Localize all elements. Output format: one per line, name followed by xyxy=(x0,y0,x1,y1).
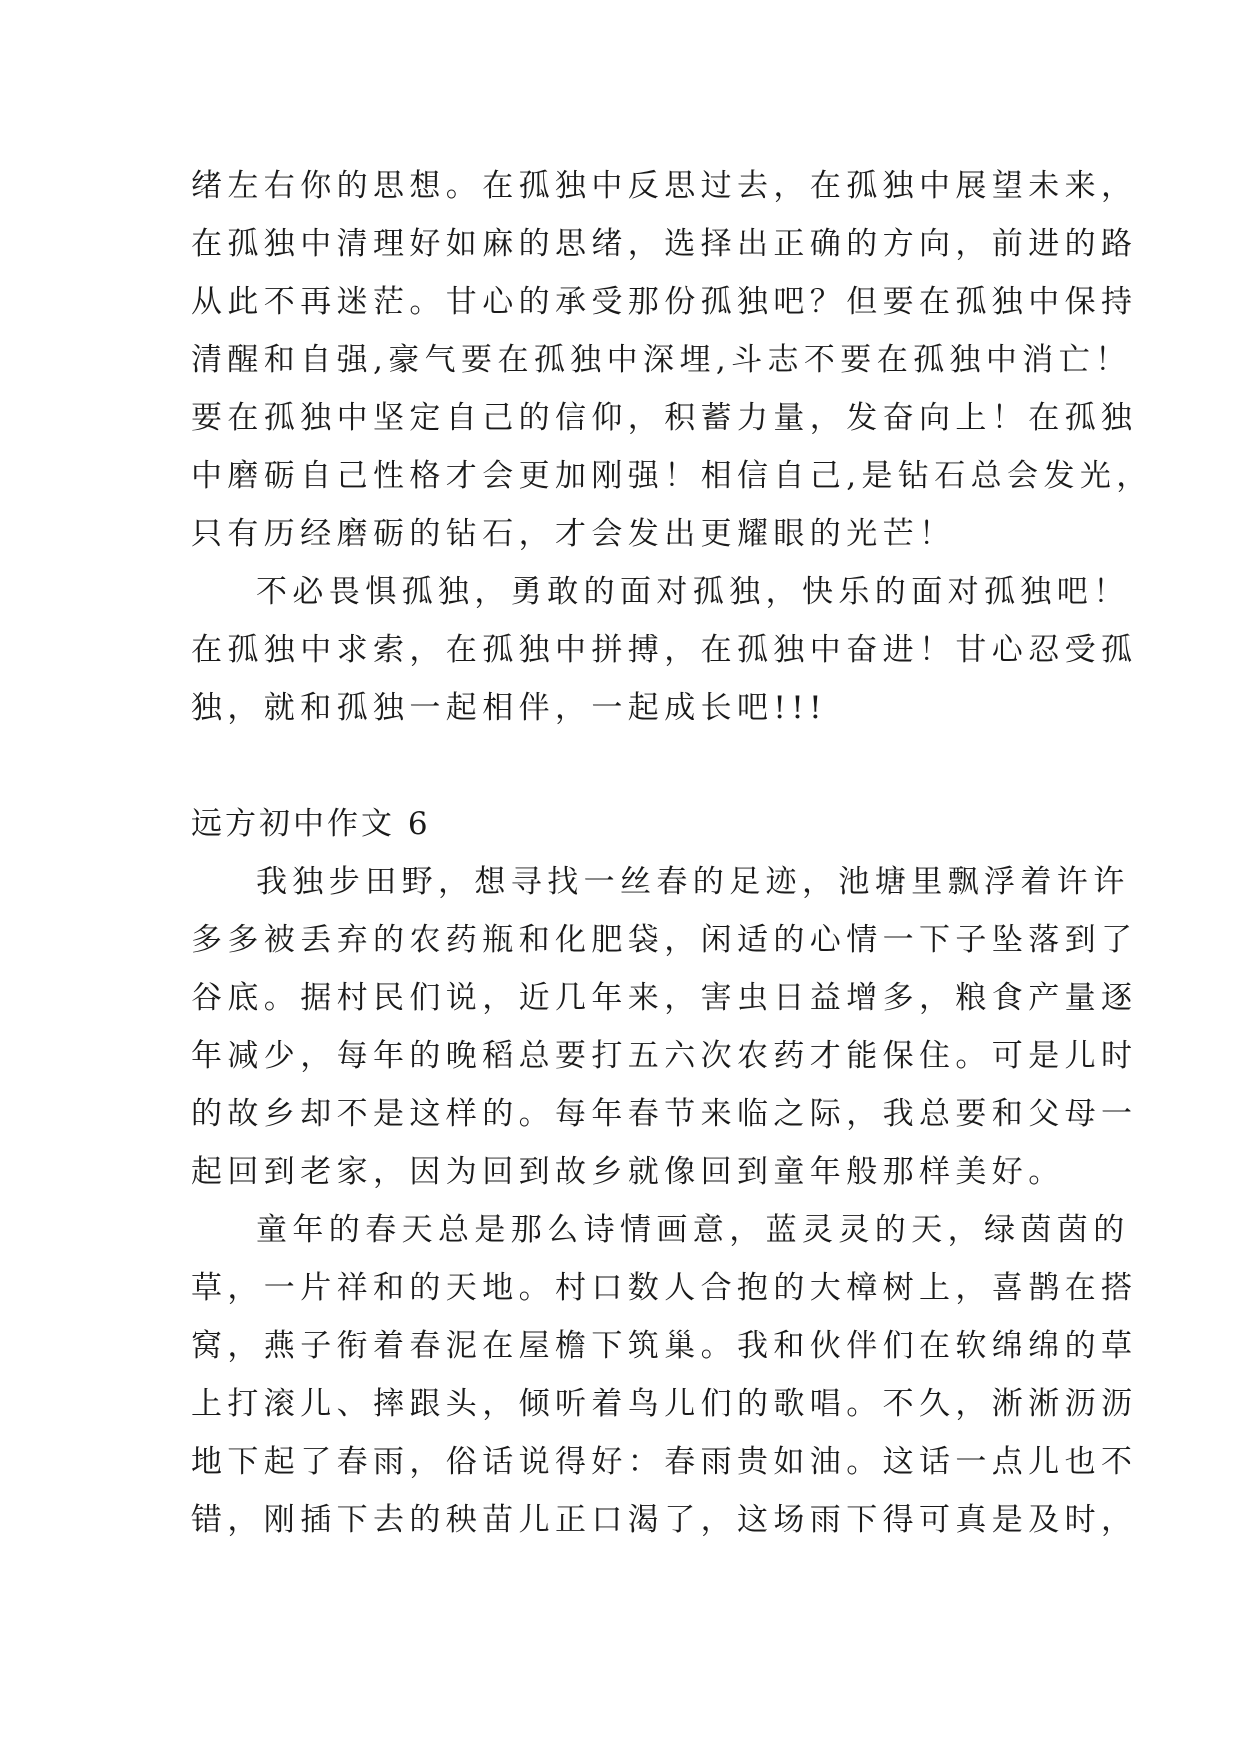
text-line: 草，一片祥和的天地。村口数人合抱的大樟树上，喜鹊在搭 xyxy=(191,1270,1138,1306)
text-line: 从此不再迷茫。甘心的承受那份孤独吧？但要在孤独中保持 xyxy=(191,284,1138,320)
text-line: 年减少，每年的晚稻总要打五六次农药才能保住。可是儿时 xyxy=(191,1038,1138,1074)
text-line: 的故乡却不是这样的。每年春节来临之际，我总要和父母一 xyxy=(191,1096,1138,1132)
text-line: 在孤独中清理好如麻的思绪，选择出正确的方向，前进的路 xyxy=(191,226,1138,262)
text-line: 独，就和孤独一起相伴，一起成长吧!!! xyxy=(191,690,827,726)
text-line: 绪左右你的思想。在孤独中反思过去，在孤独中展望未来， xyxy=(191,168,1138,204)
text-line: 清醒和自强,豪气要在孤独中深埋,斗志不要在孤独中消亡！ xyxy=(191,342,1132,378)
text-line: 我独步田野，想寻找一丝春的足迹，池塘里飘浮着许许 xyxy=(256,864,1130,900)
text-line: 不必畏惧孤独，勇敢的面对孤独，快乐的面对孤独吧！ xyxy=(256,574,1130,610)
text-line: 只有历经磨砺的钻石，才会发出更耀眼的光芒！ xyxy=(191,516,956,552)
text-line: 谷底。据村民们说，近几年来，害虫日益增多，粮食产量逐 xyxy=(191,980,1138,1016)
text-line: 多多被丢弃的农药瓶和化肥袋，闲适的心情一下子坠落到了 xyxy=(191,922,1138,958)
text-line: 童年的春天总是那么诗情画意，蓝灵灵的天，绿茵茵的 xyxy=(256,1212,1130,1248)
text-line: 地下起了春雨，俗话说得好：春雨贵如油。这话一点儿也不 xyxy=(191,1444,1138,1480)
text-line: 错，刚插下去的秧苗儿正口渴了，这场雨下得可真是及时， xyxy=(191,1502,1138,1538)
text-line: 起回到老家，因为回到故乡就像回到童年般那样美好。 xyxy=(191,1154,1065,1190)
text-line: 上打滚儿、摔跟头，倾听着鸟儿们的歌唱。不久，淅淅沥沥 xyxy=(191,1386,1138,1422)
text-line: 窝，燕子衔着春泥在屋檐下筑巢。我和伙伴们在软绵绵的草 xyxy=(191,1328,1138,1364)
text-line: 在孤独中求索，在孤独中拼搏，在孤独中奋进！甘心忍受孤 xyxy=(191,632,1138,668)
text-line: 中磨砺自己性格才会更加刚强！相信自己,是钻石总会发光， xyxy=(191,458,1153,494)
essay-title: 远方初中作文 6 xyxy=(191,806,431,842)
text-line: 要在孤独中坚定自己的信仰，积蓄力量，发奋向上！在孤独 xyxy=(191,400,1138,436)
